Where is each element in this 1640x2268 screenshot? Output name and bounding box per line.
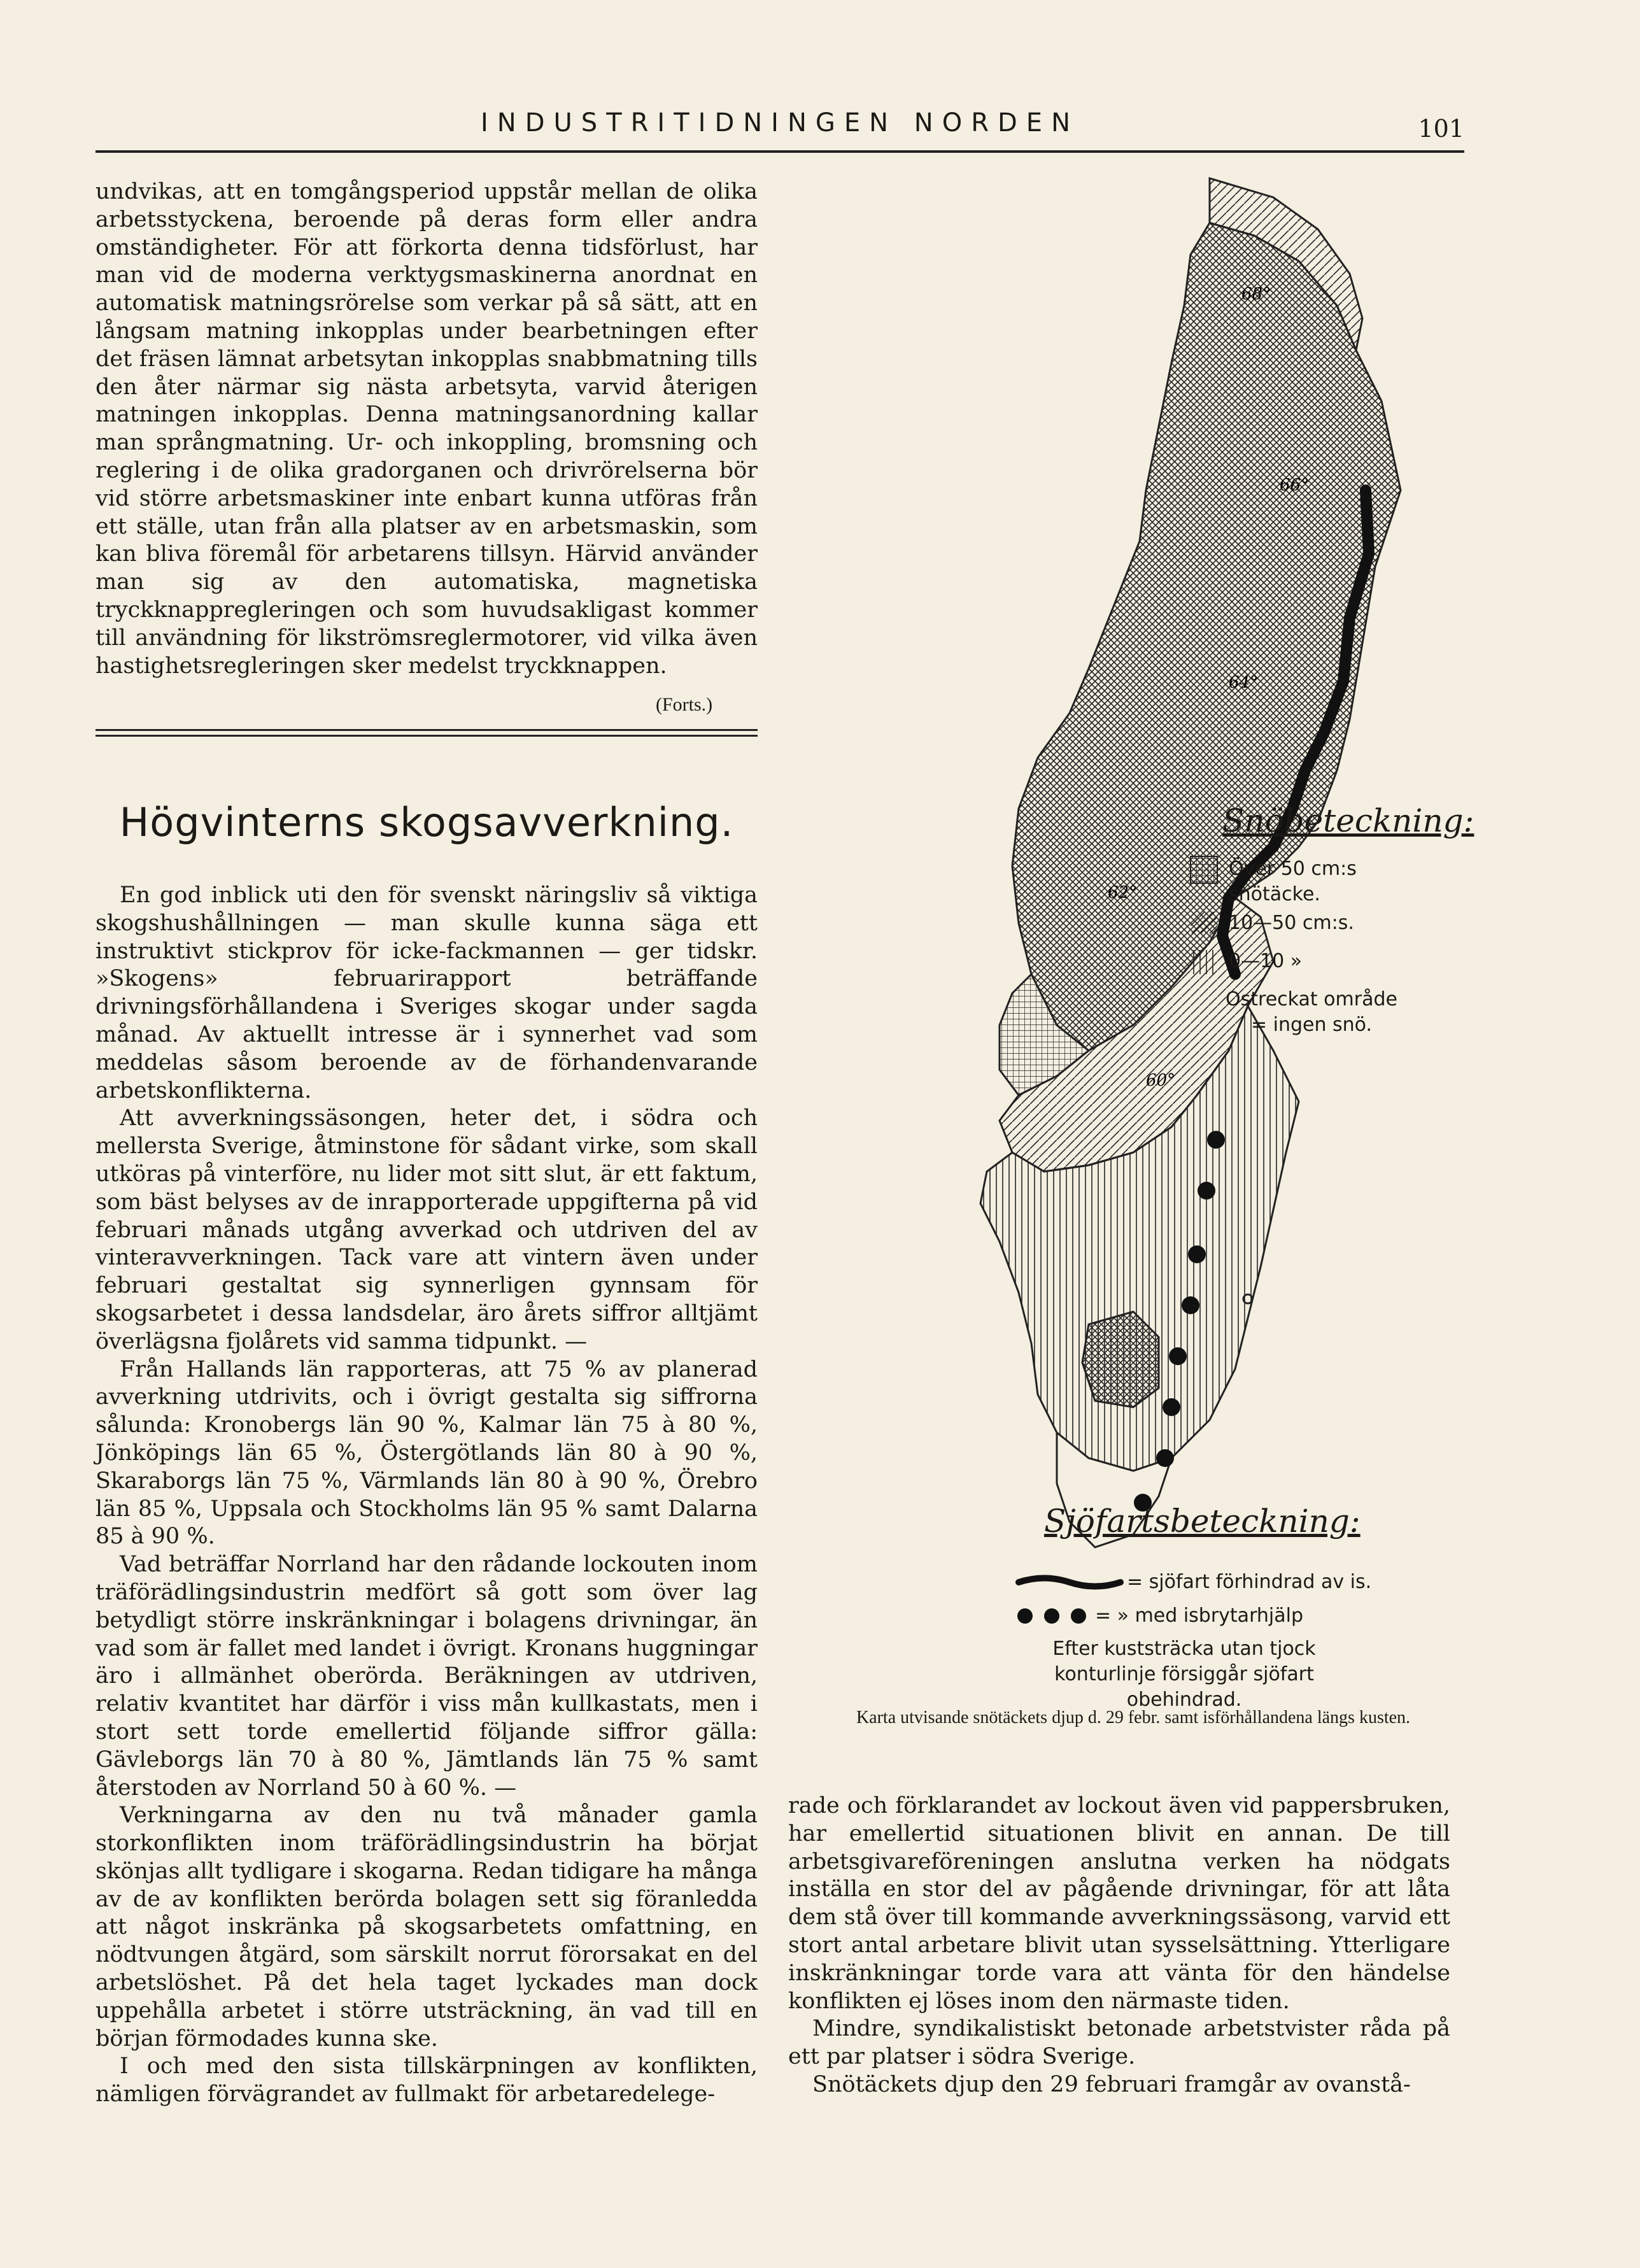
legend-swatch-vert xyxy=(1191,950,1217,974)
continued-marker: (Forts.) xyxy=(656,694,713,715)
icebreaker-marker xyxy=(1169,1347,1187,1365)
legend-dot xyxy=(1044,1608,1059,1624)
shipping-legend-item: = sjöfart förhindrad av is. xyxy=(1127,1571,1372,1593)
article-paragraph: Vad beträffar Norrland har den rådande lockouten inom träförädlingsindustrin medfört så gott som över lag betydligt större inskränkningar i bolagens drivningar, än vad som är fallet med landet i övrigt. Kronans huggningar äro i allmänhet oberörda. Beräkningen av utdriven, relativ kvantitet har därför i viss mån kullkastats, men i stort sett torde emellertid följande siffror gälla: Gävleborgs län 70 à 80 %, Jämtlands län 75 % samt återstoden av Norrland 50 à 60 %. — xyxy=(95,1552,758,1801)
snow-legend-title: Snöbeteckning: xyxy=(1222,802,1474,839)
icebreaker-marker xyxy=(1207,1131,1225,1149)
icebreaker-marker xyxy=(1182,1296,1199,1314)
article-paragraph: I och med den sista tillskärpningen av konflikten, nämligen förvägrandet av fullmakt för arbetaredelege- xyxy=(95,2053,758,2108)
latitude-label: 68° xyxy=(1241,285,1271,304)
region-highland-snow xyxy=(1082,1312,1159,1407)
article-paragraph: En god inblick uti den för svenskt näringsliv så viktiga skogshushållningen — man skulle kunna säga ett instruktivt stickprov för icke-fackmannen — ger tidskr. »Skogens» februarirapport beträffande drivningsförhållandena i Sveriges skogar under sagda månad. Av aktuellt intresse är i synnerhet vad som meddelas såsom beroende av de förhandenvarande arbetskonflikterna. xyxy=(95,882,758,1103)
article-body-right xyxy=(788,1792,1450,2099)
icebreaker-marker xyxy=(1156,1449,1174,1467)
snow-legend-item: 0—10 » xyxy=(1229,950,1303,972)
snow-legend-item: 10—50 cm:s. xyxy=(1229,912,1354,934)
icebreaker-marker xyxy=(1188,1245,1206,1263)
article-paragraph: Att avverkningssäsongen, heter det, i södra och mellersta Sverige, åtminstone för sådant virke, som skall utköras på vinterföre, nu lider mot sitt slut, är ett faktum, som bäst belyses av de inrapporterade uppgifterna på vid februari månads utgång avverkad och utdriven del av vinteravverkningen. Tack vare att vintern även under februari gestaltat sig synnerligen gynnsam för skogsarbetet i dessa landsdelar, äro årets siffror alltjämt överlägsna fjolårets vid samma tidpunkt. — xyxy=(95,1105,758,1354)
latitude-label: 64° xyxy=(1229,673,1259,692)
icebreaker-marker xyxy=(1163,1398,1180,1416)
latitude-label: 62° xyxy=(1108,883,1138,902)
article-title: Högvinterns skogsavverkning. xyxy=(119,799,734,846)
page-number: 101 xyxy=(1418,115,1464,143)
legend-ice-line xyxy=(1019,1578,1120,1587)
map-caption: Karta utvisande snötäckets djup d. 29 febr. samt isförhållandena längs kusten. xyxy=(856,1708,1411,1727)
page-header xyxy=(95,102,1464,146)
shipping-legend-title: Sjöfartsbeteckning: xyxy=(1044,1503,1361,1540)
article-paragraph: Verkningarna av den nu två månader gamla storkonflikten inom träförädlingsindustrin ha börjat skönjas allt tydligare i skogarna. Redan tidigare ha många av de av konflikten berörda bolagen sett sig föranledda att något inskränka på skogsarbetets omfattning, en nödtvungen åtgärd, som särskilt norrut förorsakat en del arbetslöshet. På det hela taget lyckades man dock uppehålla arbetet i större utsträckning, än vad till en början förmodades kunna ske. xyxy=(95,1803,758,2052)
snow-map-figure xyxy=(789,159,1477,1751)
article-paragraph: Från Hallands län rapporteras, att 75 % av planerad avverkning utdrivits, och i övrigt gestalta sig siffrorna sålunda: Kronobergs län 90 %, Kalmar län 75 à 80 %, Jönköpings län 65 %, Östergötlands län 80 à 90 %, Skaraborgs län 75 %, Värmlands län 80 à 90 %, Örebro län 85 %, Uppsala och Stockholms län 95 % samt Dalarna 85 à 90 %. xyxy=(95,1356,758,1550)
latitude-label: 66° xyxy=(1280,476,1310,495)
continued-paragraph: undvikas, att en tomgångsperiod uppstår mellan de olika arbetsstyckena, beroende på deras form eller andra omständigheter. För att förkorta denna tidsförlust, har man vid de moderna verktygsmaskinerna anordnat en automatisk matningsrörelse som verkar på så sätt, att en långsam matning inkopplas under bearbetningen efter det fräsen lämnat arbetsytan inkopplas snabbmatning tills den åter närmar sig nästa arbetsyta, varvid återigen matningen inkopplas. Denna matningsanordning kallar man språngmatning. Ur- och inkoppling, bromsning och reglering i de olika gradorganen och drivrörelserna bör vid större arbetsmaskiner inte enbart kunna utföras från ett ställe, utan från alla platser av en arbetsmaskin, som kan bliva föremål för arbetarens tillsyn. Härvid använder man sig av den automatiska, magnetiska tryckknappregleringen och som huvudsakligast kommer till användning för likströmsreglermotorer, vid vilka även hastighetsregleringen sker medelst tryckknappen. xyxy=(95,179,758,679)
header-rule xyxy=(95,150,1464,153)
continued-article xyxy=(95,178,758,680)
legend-dot xyxy=(1071,1608,1086,1624)
shipping-legend-item: = » med isbrytarhjälp xyxy=(1095,1605,1303,1627)
snow-legend-item: Ostreckat område = ingen snö. xyxy=(1226,988,1397,1036)
article-paragraph: Mindre, syndikalistiskt betonade arbetstvister råda på ett par platser i södra Sverige. xyxy=(788,2016,1450,2070)
shipping-legend-note: Efter kuststräcka utan tjock konturlinje försiggår sjöfart obehindrad. xyxy=(1052,1638,1316,1711)
legend-swatch-cross xyxy=(1191,856,1217,883)
snow-legend-item: Över 50 cm:s snötäcke. xyxy=(1229,858,1357,905)
article-paragraph: rade och förklarandet av lockout även vid pappersbruken, har emellertid situationen blivit en annan. De till arbetsgivareföreningen anslutna verken ha nödgats inställa en stor del av pågående drivningar, för att låta dem stå över till kommande avverkningssäsong, varvid ett stort antal arbetare blivit utan sysselsättning. Ytterligare inskränkningar torde vara att vänta för den händelse konflikten ej löses inom den närmaste tiden. xyxy=(788,1793,1450,2014)
article-body-left xyxy=(95,882,758,2109)
article-divider xyxy=(95,729,758,737)
magazine-title: INDUSTRITIDNINGEN NORDEN xyxy=(481,108,1079,138)
article-paragraph: Snötäckets djup den 29 februari framgår av ovanstå- xyxy=(812,2071,1411,2097)
latitude-label: 60° xyxy=(1146,1071,1176,1090)
legend-swatch-diag xyxy=(1191,912,1217,933)
icebreaker-marker xyxy=(1198,1182,1215,1200)
legend-dot xyxy=(1017,1608,1033,1624)
